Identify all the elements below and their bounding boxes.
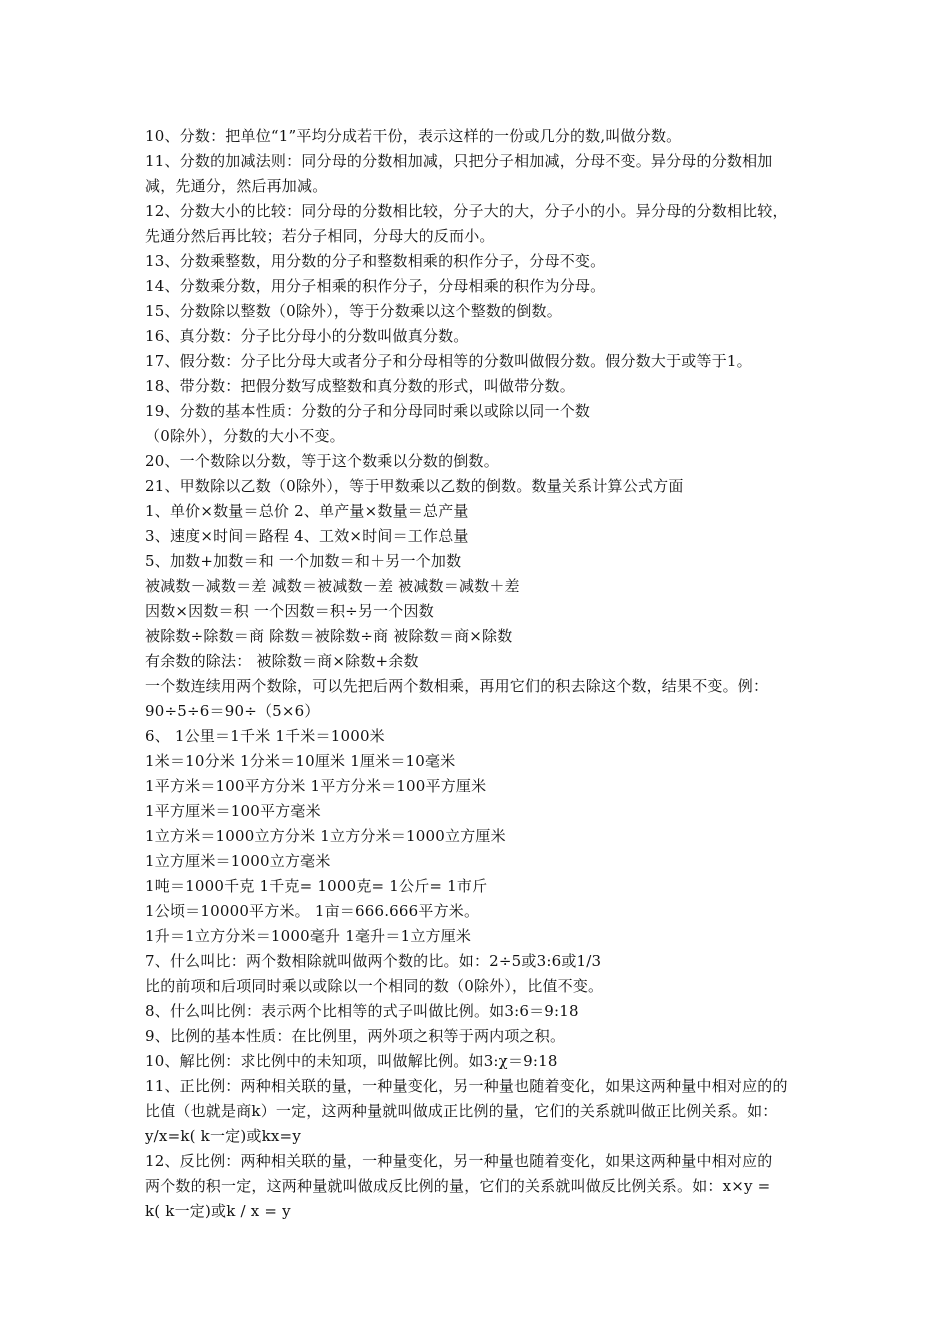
text-line: 13、分数乘整数，用分数的分子和整数相乘的积作分子，分母不变。 xyxy=(145,252,606,270)
text-line: 1立方米＝1000立方分米 1立方分米＝1000立方厘米 xyxy=(145,827,506,845)
text-line: 1平方米＝100平方分米 1平方分米＝100平方厘米 xyxy=(145,777,487,795)
text-line: 3、速度×时间＝路程 4、工效×时间＝工作总量 xyxy=(145,527,469,545)
text-line: 减，先通分，然后再加减。 xyxy=(145,177,328,195)
text-line: 11、正比例：两种相关联的量，一种量变化，另一种量也随着变化，如果这两种量中相对应的的 xyxy=(145,1077,788,1095)
text-line: 1吨＝1000千克 1千克= 1000克= 1公斤= 1市斤 xyxy=(145,877,488,895)
text-line: 一个数连续用两个数除，可以先把后两个数相乘，再用它们的积去除这个数，结果不变。例： xyxy=(145,677,769,695)
text-line: 10、分数：把单位“1”平均分成若干份，表示这样的一份或几分的数,叫做分数。 xyxy=(145,127,682,145)
text-line: 1升＝1立方分米＝1000毫升 1毫升＝1立方厘米 xyxy=(145,927,472,945)
text-line: 9、比例的基本性质：在比例里，两外项之积等于两内项之积。 xyxy=(145,1027,566,1045)
text-line: 12、反比例：两种相关联的量，一种量变化，另一种量也随着变化，如果这两种量中相对应的 xyxy=(145,1152,773,1170)
text-line: 7、什么叫比：两个数相除就叫做两个数的比。如：2÷5或3:6或1/3 xyxy=(145,952,602,970)
text-line: 14、分数乘分数，用分子相乘的积作分子，分母相乘的积作为分母。 xyxy=(145,277,606,295)
text-line: （0除外），分数的大小不变。 xyxy=(145,427,345,445)
text-line: 11、分数的加减法则：同分母的分数相加减，只把分子相加减，分母不变。异分母的分数相加 xyxy=(145,152,773,170)
text-line: 两个数的积一定，这两种量就叫做成反比例的量，它们的关系就叫做反比例关系。如：x×y = xyxy=(145,1177,771,1195)
text-line: 12、分数大小的比较：同分母的分数相比较，分子大的大，分子小的小。异分母的分数相比较， xyxy=(145,202,788,220)
text-line: 被除数÷除数＝商 除数＝被除数÷商 被除数＝商×除数 xyxy=(145,627,513,645)
text-line: 先通分然后再比较；若分子相同，分母大的反而小。 xyxy=(145,227,495,245)
text-line: 17、假分数：分子比分母大或者分子和分母相等的分数叫做假分数。假分数大于或等于1。 xyxy=(145,352,752,370)
text-line: 1平方厘米＝100平方毫米 xyxy=(145,802,321,820)
text-line: y/x=k( k一定)或kx=y xyxy=(145,1127,301,1145)
text-line: 20、一个数除以分数，等于这个数乘以分数的倒数。 xyxy=(145,452,499,470)
text-line: 1公顷＝10000平方米。 1亩＝666.666平方米。 xyxy=(145,902,480,920)
text-line: 比值（也就是商k）一定，这两种量就叫做成正比例的量，它们的关系就叫做正比例关系。如： xyxy=(145,1102,778,1120)
text-line: 8、什么叫比例：表示两个比相等的式子叫做比例。如3:6＝9:18 xyxy=(145,1002,579,1020)
text-line: 5、加数+加数＝和 一个加数＝和＋另一个加数 xyxy=(145,552,462,570)
text-line: 1米＝10分米 1分米＝10厘米 1厘米＝10毫米 xyxy=(145,752,456,770)
text-line: 10、解比例：求比例中的未知项，叫做解比例。如3:χ＝9:18 xyxy=(145,1052,558,1070)
text-line: 有余数的除法： 被除数＝商×除数+余数 xyxy=(145,652,419,670)
text-line: k( k一定)或k / x = y xyxy=(145,1202,291,1220)
text-line: 6、 1公里＝1千米 1千米＝1000米 xyxy=(145,727,385,745)
text-line: 18、带分数：把假分数写成整数和真分数的形式，叫做带分数。 xyxy=(145,377,575,395)
text-line: 21、甲数除以乙数（0除外），等于甲数乘以乙数的倒数。数量关系计算公式方面 xyxy=(145,477,684,495)
text-line: 15、分数除以整数（0除外），等于分数乘以这个整数的倒数。 xyxy=(145,302,562,320)
text-line: 因数×因数＝积 一个因数＝积÷另一个因数 xyxy=(145,602,434,620)
text-line: 19、分数的基本性质：分数的分子和分母同时乘以或除以同一个数 xyxy=(145,402,591,420)
document-body xyxy=(145,124,813,1224)
text-line: 1立方厘米＝1000立方毫米 xyxy=(145,852,331,870)
text-line: 90÷5÷6＝90÷（5×6） xyxy=(145,702,320,720)
text-line: 被减数－减数＝差 减数＝被减数－差 被减数＝减数＋差 xyxy=(145,577,520,595)
text-line: 16、真分数：分子比分母小的分数叫做真分数。 xyxy=(145,327,469,345)
text-line: 比的前项和后项同时乘以或除以一个相同的数（0除外），比值不变。 xyxy=(145,977,604,995)
text-line: 1、单价×数量＝总价 2、单产量×数量＝总产量 xyxy=(145,502,469,520)
